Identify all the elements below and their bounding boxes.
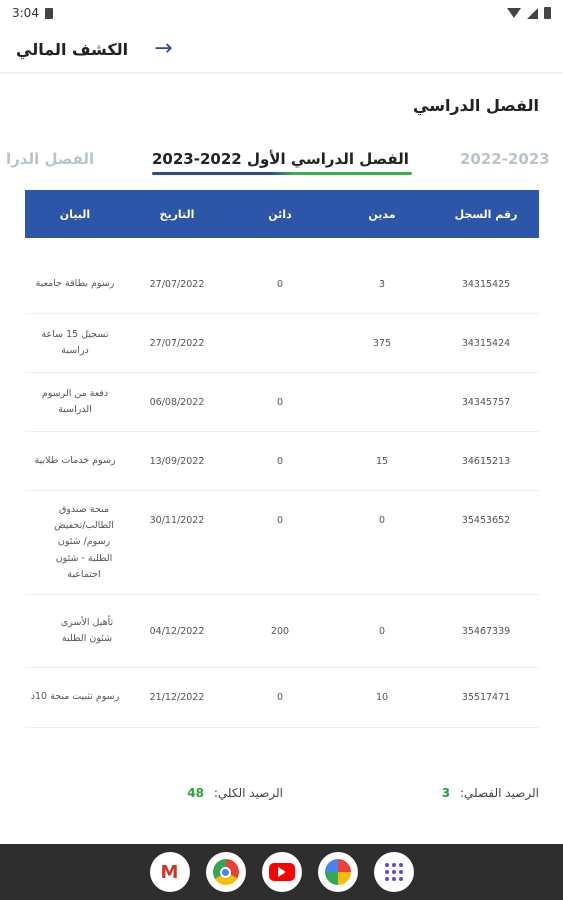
table-header (25, 190, 539, 238)
header-record: رقم السجل (454, 207, 518, 221)
status-bar (0, 0, 563, 26)
cell-date: 27/07/2022 (149, 279, 205, 290)
cell-description: تسجيل 15 ساعة دراسية (41, 328, 109, 356)
cell-description: رسوم خدمات طلابية (34, 454, 116, 466)
cell-record: 35453652 (461, 515, 511, 526)
table-row (25, 314, 539, 373)
term-tabs (0, 150, 563, 180)
cell-record: 34315425 (461, 279, 511, 290)
gmail-icon[interactable]: M (150, 852, 190, 892)
total-balance-value: 48 (187, 786, 204, 800)
app-dock (0, 844, 563, 900)
signal-icon (527, 8, 538, 19)
cell-debit: 375 (372, 337, 392, 349)
cell-credit: 0 (276, 396, 284, 408)
table-row (25, 491, 539, 595)
status-right (507, 7, 551, 19)
cell-description: منحة صندوق الطالب/تخفيض رسوم/ شئون الطلبة - شئون اجتماعية (54, 504, 114, 580)
cell-date: 13/09/2022 (149, 455, 205, 467)
clock: 3:04 (12, 6, 39, 20)
cell-date: 06/08/2022 (149, 396, 205, 408)
cell-debit: 0 (378, 625, 386, 637)
wifi-icon (507, 8, 521, 18)
cell-record: 35467339 (461, 625, 511, 637)
battery-icon (544, 7, 551, 19)
header-debit: مدين (368, 207, 396, 221)
transactions-table[interactable] (25, 256, 539, 754)
term-balance (442, 786, 539, 800)
header-description: البيان (59, 207, 91, 221)
cell-debit: 15 (375, 455, 389, 467)
tab-next-term[interactable]: الفصل الدرا (6, 150, 95, 168)
photos-icon[interactable] (318, 852, 358, 892)
cell-record: 34615213 (461, 455, 511, 467)
page-title: الكشف المالي (16, 39, 129, 59)
tab-first-term[interactable]: الفصل الدراسي الأول 2022-2023 (152, 150, 409, 168)
term-balance-label: الرصيد الفصلي: (459, 786, 539, 800)
table-row (25, 373, 539, 432)
active-tab-indicator (152, 172, 412, 175)
header-date: التاريخ (159, 207, 195, 221)
cell-credit: 0 (276, 515, 284, 526)
balance-footer (0, 786, 563, 806)
cell-date: 04/12/2022 (149, 625, 205, 637)
cell-date: 27/07/2022 (149, 337, 205, 349)
cell-description: تأهيل الأسرى شئون الطلبة (60, 616, 114, 644)
term-balance-value: 3 (441, 786, 451, 800)
total-balance-label: الرصيد الكلي: (213, 786, 283, 800)
cell-credit: 0 (276, 279, 284, 290)
cell-record: 34345757 (461, 396, 511, 408)
status-left (12, 6, 53, 20)
cell-description: رسوم بطاقة جامعية (35, 278, 115, 290)
cell-date: 21/12/2022 (149, 692, 205, 703)
cell-description: رسوم تثبيت منحة 10د (30, 691, 120, 703)
cell-description: دفعة من الرسوم الدراسية (41, 387, 109, 415)
sim-card-icon (45, 8, 53, 19)
cell-debit: 0 (378, 515, 386, 526)
table-row (25, 668, 539, 728)
table-row (25, 432, 539, 491)
cell-debit: 10 (375, 692, 389, 703)
cell-record: 34315424 (461, 337, 511, 349)
cell-credit: 0 (276, 455, 284, 467)
table-row (25, 256, 539, 314)
cell-date: 30/11/2022 (149, 515, 205, 526)
cell-record: 35517471 (461, 692, 511, 703)
youtube-icon[interactable] (262, 852, 302, 892)
header-credit: دائن (268, 207, 292, 221)
section-title: الفصل الدراسي (413, 96, 539, 115)
arrow-back-icon[interactable]: → (154, 36, 173, 61)
total-balance (187, 786, 283, 800)
table-row (25, 595, 539, 668)
cell-credit: 200 (270, 625, 290, 637)
chrome-icon[interactable] (206, 852, 246, 892)
app-drawer-icon[interactable] (374, 852, 414, 892)
cell-credit: 0 (276, 692, 284, 703)
app-bar (0, 26, 563, 74)
tab-prev-term[interactable]: 2022-2023 (460, 150, 550, 168)
cell-debit: 3 (378, 279, 386, 290)
